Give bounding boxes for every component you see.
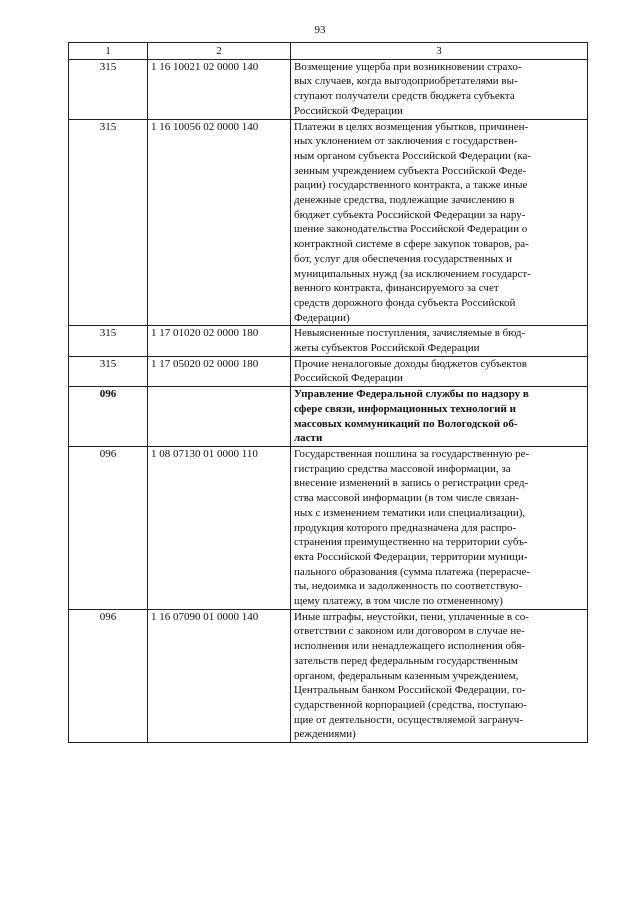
admin-code-cell: 096 bbox=[69, 387, 148, 447]
description-line: органом, федеральным казенным учреждением, bbox=[294, 669, 519, 682]
description-line: ответствии с законом или договором в случае не- bbox=[294, 625, 525, 638]
table-body bbox=[69, 59, 588, 742]
description-line: исполнения или ненадлежащего исполнения обя- bbox=[294, 640, 526, 653]
admin-code-cell: 096 bbox=[69, 609, 148, 742]
description-line: Иные штрафы, неустойки, пени, уплаченные в со- bbox=[294, 610, 529, 623]
description-line: массовых коммуникаций по Вологодской об- bbox=[294, 417, 518, 430]
description-line: сударственной корпорацией (средства, поступаю- bbox=[294, 698, 527, 711]
page-number: 93 bbox=[314, 24, 326, 36]
description-line: муниципальных нужд (за исключением государст- bbox=[294, 267, 531, 280]
admin-code-cell: 315 bbox=[69, 59, 148, 119]
description-line: ты, недоимка и задолженность по соответствую- bbox=[294, 580, 523, 593]
description-line: Прочие неналоговые доходы бюджетов субъектов bbox=[294, 357, 527, 370]
description-line: сфере связи, информационных технологий и bbox=[294, 402, 516, 415]
revenue-description-cell bbox=[291, 326, 588, 356]
table-row bbox=[69, 356, 588, 386]
description-line: странения преимущественно на территории субъ- bbox=[294, 536, 528, 549]
description-line: ства массовой информации (в том числе связан- bbox=[294, 492, 520, 505]
budget-classification-code-cell: 1 16 10056 02 0000 140 bbox=[148, 119, 291, 326]
table-row bbox=[69, 446, 588, 609]
revenue-description-cell bbox=[291, 609, 588, 742]
table-row bbox=[69, 326, 588, 356]
revenue-description-cell bbox=[291, 387, 588, 447]
description-line: внесение изменений в запись о регистрации сред- bbox=[294, 477, 529, 490]
table-row bbox=[69, 59, 588, 119]
revenue-description-cell bbox=[291, 446, 588, 609]
description-line: Возмещение ущерба при возникновении страхо- bbox=[294, 60, 522, 73]
description-line: Управление Федеральной службы по надзору в bbox=[294, 388, 529, 401]
description-line: Российской Федерации bbox=[294, 104, 403, 117]
description-line: ступают получатели средств бюджета субъекта bbox=[294, 90, 515, 103]
description-line: екта Российской Федерации, территории муници- bbox=[294, 550, 528, 563]
revenue-codes-table bbox=[68, 42, 588, 743]
description-line: пального образования (сумма платежа (перерасче- bbox=[294, 565, 531, 578]
description-line: денежные средства, подлежащие зачислению в bbox=[294, 194, 515, 207]
description-line: бот, услуг для обеспечения государственных и bbox=[294, 252, 512, 265]
revenue-description-cell bbox=[291, 119, 588, 326]
admin-code-cell: 096 bbox=[69, 446, 148, 609]
description-line: шение законодательства Российской Федерации о bbox=[294, 223, 528, 236]
table-row bbox=[69, 609, 588, 742]
column-header-3: 3 bbox=[291, 43, 588, 60]
budget-classification-code-cell: 1 16 07090 01 0000 140 bbox=[148, 609, 291, 742]
description-line: продукция которого предназначена для распро- bbox=[294, 521, 517, 534]
description-line: Невыясненные поступления, зачисляемые в бюд- bbox=[294, 327, 526, 340]
table-header-row bbox=[69, 43, 588, 60]
description-line: гистрацию средства массовой информации, за bbox=[294, 462, 511, 475]
description-line: ных уклонением от заключения с государствен- bbox=[294, 135, 518, 148]
description-line: ным органом субъекта Российской Федерации (ка- bbox=[294, 149, 532, 162]
budget-classification-code-cell: 1 08 07130 01 0000 110 bbox=[148, 446, 291, 609]
budget-classification-code-cell: 1 17 01020 02 0000 180 bbox=[148, 326, 291, 356]
admin-code-cell: 315 bbox=[69, 356, 148, 386]
description-line: Федерации) bbox=[294, 311, 350, 324]
description-line: ных с изменением тематики или специализации), bbox=[294, 506, 526, 519]
description-line: Центральным банком Российской Федерации, го- bbox=[294, 684, 526, 697]
admin-code-cell: 315 bbox=[69, 326, 148, 356]
description-line: жеты субъектов Российской Федерации bbox=[294, 342, 480, 355]
admin-code-cell: 315 bbox=[69, 119, 148, 326]
description-line: рации) государственного контракта, а также иные bbox=[294, 179, 528, 192]
column-header-1: 1 bbox=[69, 43, 148, 60]
description-line: щему платежу, в том числе по отмененному) bbox=[294, 595, 503, 608]
description-line: венного контракта, финансируемого за счет bbox=[294, 282, 499, 295]
revenue-description-cell bbox=[291, 356, 588, 386]
description-line: контрактной системе в сфере закупок товаров, ра- bbox=[294, 238, 529, 251]
table-row bbox=[69, 119, 588, 326]
description-line: средств дорожного фонда субъекта Российской bbox=[294, 296, 516, 309]
description-line: Платежи в целях возмещения убытков, причинен- bbox=[294, 120, 529, 133]
column-header-2: 2 bbox=[148, 43, 291, 60]
description-line: зательств перед федеральным государственным bbox=[294, 654, 518, 667]
description-line: щие от деятельности, осуществляемой загрануч- bbox=[294, 713, 523, 726]
description-line: реждениями) bbox=[294, 728, 356, 741]
description-line: бюджет субъекта Российской Федерации за нару- bbox=[294, 208, 526, 221]
description-line: Государственная пошлина за государственную ре- bbox=[294, 447, 530, 460]
description-line: зенным учреждением субъекта Российской Феде- bbox=[294, 164, 527, 177]
budget-classification-code-cell: 1 16 10021 02 0000 140 bbox=[148, 59, 291, 119]
description-line: вых случаев, когда выгодоприобретателями вы- bbox=[294, 75, 518, 88]
description-line: ласти bbox=[294, 432, 323, 445]
budget-classification-code-cell: 1 17 05020 02 0000 180 bbox=[148, 356, 291, 386]
table-row bbox=[69, 387, 588, 447]
revenue-description-cell bbox=[291, 59, 588, 119]
budget-classification-code-cell bbox=[148, 387, 291, 447]
description-line: Российской Федерации bbox=[294, 372, 403, 385]
